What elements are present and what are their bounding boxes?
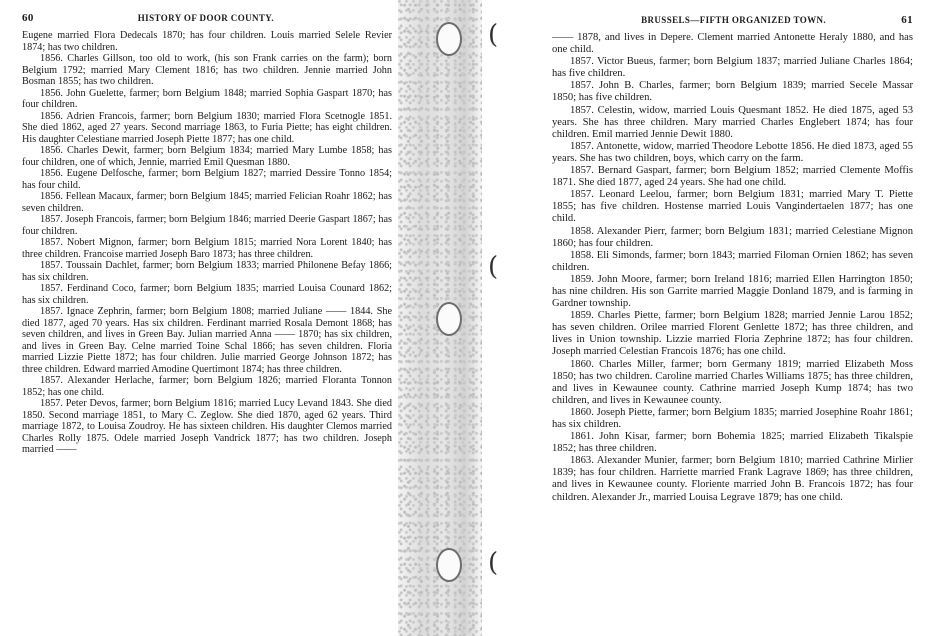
punch-hole: [436, 548, 462, 582]
entry-paragraph: 1856. Charles Gillson, too old to work, (his son Frank carries on the farm); born Belgium 1792; married Mary Clement 1816; has two children. Jennie married John Bosman 1855; has two children.: [22, 53, 392, 87]
entry-paragraph: 1857. Joseph Francois, farmer; born Belgium 1846; married Deerie Gaspart 1867; has four children.: [22, 214, 392, 237]
binding-gutter: [398, 0, 482, 636]
entry-paragraph: 1857. Ignace Zephrin, farmer; born Belgium 1808; married Juliane —— 1844. She died 1877, aged 70 years. Has six children. Ferdinant married Rosala Demont 1868; has seven children, and lives in Green Bay. Julian married Anna —— 1870; has six children, and lives in Green Bay. Celne married Toine Schal 1866; has seven children. Floria married Lizzie Piette 1872; has four children. Julie married George Johnson 1872; has three children. Edward married Amodine Quertimont 1874; has three children.: [22, 306, 392, 375]
right-page: [482, 0, 943, 636]
entry-paragraph: Eugene married Flora Dedecals 1870; has four children. Louis married Selele Revier 1874; has two children.: [22, 30, 392, 53]
left-page: [0, 0, 398, 636]
entry-paragraph: 1860. Charles Miller, farmer; born Germany 1819; married Elizabeth Moss 1850; has two children. Caroline married Charles Williams 1875; has three children, and lives in Kewaunee county. Cathrine married Joseph Kump 1874; has two children, and lives in Kewaunee county.: [552, 358, 913, 406]
left-running-head: [22, 12, 392, 24]
margin-bracket-mark: (: [488, 252, 499, 282]
entry-paragraph: 1857. Nobert Mignon, farmer; born Belgium 1815; married Nora Lorent 1840; has three children. Francoise married Joseph Baro 1873; has three children.: [22, 237, 392, 260]
entry-paragraph: 1858. Eli Simonds, farmer; born 1843; married Filoman Ornien 1862; has seven children.: [552, 249, 913, 273]
entry-paragraph: 1856. Charles Dewit, farmer; born Belgium 1834; married Mary Lumbe 1858; has four children, one of which, Jennie, married Emil Quesman 1880.: [22, 145, 392, 168]
left-page-text: [22, 30, 392, 456]
entry-paragraph: 1857. Alexander Herlache, farmer; born Belgium 1826; married Floranta Tonnon 1852; has one child.: [22, 375, 392, 398]
entry-paragraph: 1856. John Guelette, farmer; born Belgium 1848; married Sophia Gaspart 1870; has four children.: [22, 87, 392, 110]
entry-paragraph: 1857. Ferdinand Coco, farmer; born Belgium 1835; married Louisa Counard 1862; has six children.: [22, 283, 392, 306]
right-page-number: 61: [901, 14, 913, 26]
entry-paragraph: 1857. Celestin, widow, married Louis Quesmant 1852. He died 1875, aged 53 years. She has three children. Mary married Charles Englebert 1874; has four children. Emil married Jennie Dewit 1880.: [552, 104, 913, 140]
entry-paragraph: 1856. Eugene Delfosche, farmer; born Belgium 1827; married Dessire Tonno 1854; has four child.: [22, 168, 392, 191]
entry-paragraph: 1857. Antonette, widow, married Theodore Lebotte 1856. He died 1873, aged 55 years. She has two children, boys, which carry on the farm.: [552, 140, 913, 164]
right-page-text: [552, 32, 913, 504]
entry-paragraph: 1861. John Kisar, farmer; born Bohemia 1825; married Elizabeth Tikalspie 1852; has three children.: [552, 431, 913, 455]
entry-paragraph: 1857. Toussain Dachlet, farmer; born Belgium 1833; married Philonene Befay 1866; has six children.: [22, 260, 392, 283]
margin-bracket-mark: (: [488, 20, 499, 50]
entry-paragraph: 1856. Adrien Francois, farmer; born Belgium 1830; married Flora Scetnogle 1851. She died 1862, aged 27 years. Second marriage 1863, to Furia Piette; has eight children. His daughter Celestiane married Joseph Piette 1877; has one child.: [22, 110, 392, 145]
entry-paragraph: 1857. Peter Devos, farmer; born Belgium 1816; married Lucy Levand 1843. She died 1850. Second marriage 1851, to Mary C. Zeglow. She died 1870, aged 62 years. Third marriage 1872, to Louisa Zoudroy. He has sixteen children. His daughter Clemos married Charles Rolly 1875. Odele married Joseph Vandrick 1877; has two children. Joseph married ——: [22, 398, 392, 455]
left-page-number: 60: [22, 12, 34, 24]
entry-paragraph: —— 1878, and lives in Depere. Clement married Antonette Heraly 1880, and has one child.: [552, 32, 913, 56]
right-running-head: [552, 14, 913, 26]
entry-paragraph: 1859. John Moore, farmer; born Ireland 1816; married Ellen Harrington 1850; has nine children. His son Garrite married Maggie Donland 1879, and is farming in Gardner township.: [552, 273, 913, 310]
entry-paragraph: 1860. Joseph Piette, farmer; born Belgium 1835; married Josephine Roahr 1861; has six children.: [552, 406, 913, 430]
margin-bracket-mark: (: [488, 548, 499, 578]
left-running-title: HISTORY OF DOOR COUNTY.: [137, 13, 275, 23]
entry-paragraph: 1857. Leonard Leelou, farmer; born Belgium 1831; married Mary T. Piette 1855; has five children. Hostense married Louis Vangindertaelen 1877; has one child.: [552, 189, 913, 225]
punch-hole: [436, 302, 462, 336]
entry-paragraph: 1856. Fellean Macaux, farmer; born Belgium 1845; married Felician Roahr 1862; has seven children.: [22, 191, 392, 214]
entry-paragraph: 1859. Charles Piette, farmer; born Belgium 1828; married Jennie Larou 1852; has seven children. Orilee married Florent Genlette 1872; has three children, and lives in Union township. Lizzie married Floria Zephrine 1872; has four children. Joseph married Celestian Francois 1876; has one child.: [552, 310, 913, 358]
punch-hole: [436, 22, 462, 56]
entry-paragraph: 1858. Alexander Pierr, farmer; born Belgium 1831; married Celestiane Mignon 1860; has four children.: [552, 225, 913, 249]
entry-paragraph: 1863. Alexander Munier, farmer; born Belgium 1810; married Cathrine Mirlier 1839; has four children. Harriette married Frank Lagrave 1869; has three children, and lives in Kewaunee county. Floriente married John B. Francois 1872; has four children. Alexander Jr., married Louisa Legrave 1879; has one child.: [552, 455, 913, 503]
entry-paragraph: 1857. Victor Bueus, farmer; born Belgium 1837; married Juliane Charles 1864; has five children.: [552, 56, 913, 80]
entry-paragraph: 1857. Bernard Gaspart, farmer; born Belgium 1852; married Clemente Moffis 1871. She died 1877, aged 24 years. She had one child.: [552, 165, 913, 189]
entry-paragraph: 1857. John B. Charles, farmer; born Belgium 1839; married Secele Massar 1850; has five children.: [552, 80, 913, 104]
right-running-title: BRUSSELS—FIFTH ORGANIZED TOWN.: [641, 15, 827, 25]
